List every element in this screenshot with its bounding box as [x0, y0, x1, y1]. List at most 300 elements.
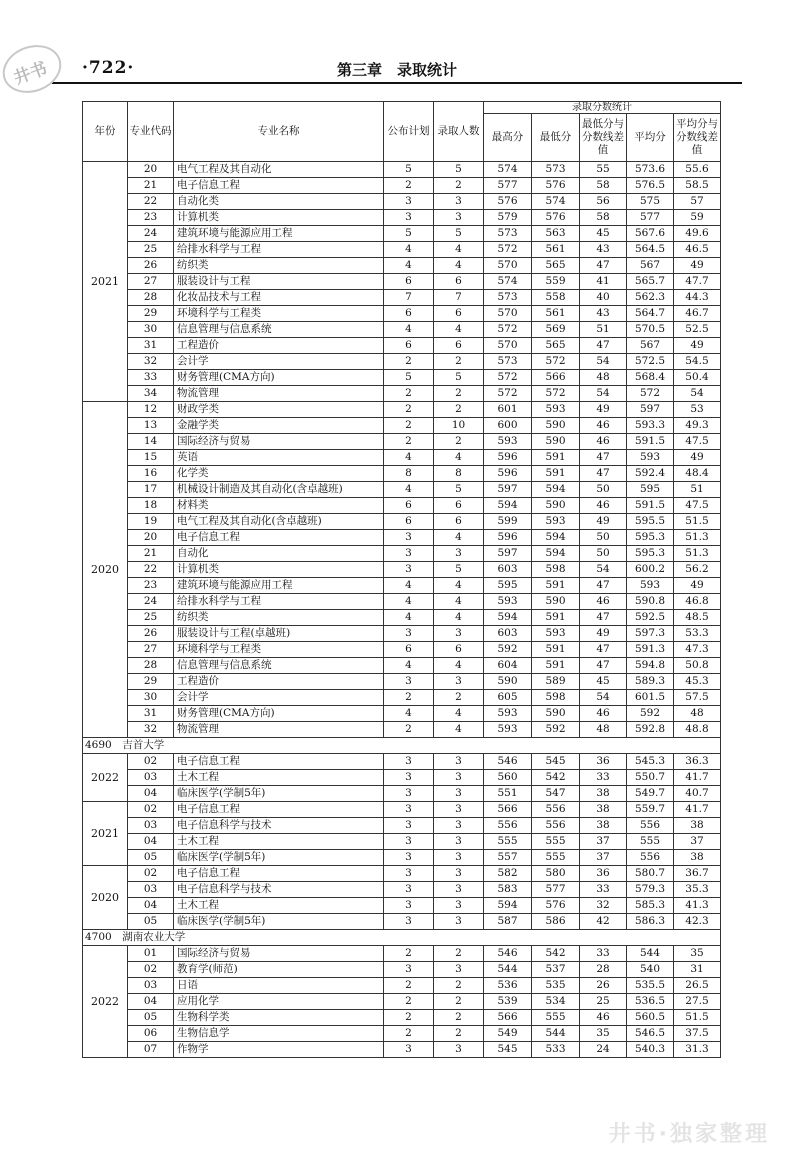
name-cell: 自动化: [174, 546, 384, 562]
min-diff-cell: 41: [580, 274, 627, 290]
plan-cell: 4: [384, 258, 434, 274]
col-avg: 平均分: [627, 114, 674, 162]
avg-diff-cell: 36.3: [674, 754, 721, 770]
code-cell: 04: [128, 898, 174, 914]
max-cell: 573: [484, 290, 532, 306]
avg-diff-cell: 48.8: [674, 722, 721, 738]
name-cell: 物流管理: [174, 386, 384, 402]
min-cell: 576: [532, 898, 580, 914]
max-cell: 603: [484, 626, 532, 642]
plan-cell: 3: [384, 530, 434, 546]
plan-cell: 3: [384, 674, 434, 690]
avg-diff-cell: 26.5: [674, 978, 721, 994]
name-cell: 财务管理(CMA方向): [174, 706, 384, 722]
avg-diff-cell: 50.4: [674, 370, 721, 386]
code-cell: 30: [128, 322, 174, 338]
min-cell: 594: [532, 482, 580, 498]
min-cell: 572: [532, 386, 580, 402]
plan-cell: 3: [384, 562, 434, 578]
plan-cell: 3: [384, 882, 434, 898]
watermark-text: 井书·独家整理: [608, 1122, 770, 1147]
avg-diff-cell: 56.2: [674, 562, 721, 578]
name-cell: 建筑环境与能源应用工程: [174, 578, 384, 594]
min-cell: 556: [532, 818, 580, 834]
max-cell: 605: [484, 690, 532, 706]
min-cell: 559: [532, 274, 580, 290]
max-cell: 599: [484, 514, 532, 530]
admitted-cell: 2: [434, 178, 484, 194]
min-diff-cell: 47: [580, 610, 627, 626]
min-cell: 590: [532, 594, 580, 610]
name-cell: 作物学: [174, 1042, 384, 1058]
admitted-cell: 4: [434, 610, 484, 626]
university-row: [83, 930, 721, 946]
avg-diff-cell: 42.3: [674, 914, 721, 930]
min-cell: 598: [532, 562, 580, 578]
avg-cell: 593: [627, 578, 674, 594]
plan-cell: 5: [384, 226, 434, 242]
admitted-cell: 3: [434, 818, 484, 834]
code-cell: 26: [128, 626, 174, 642]
code-cell: 13: [128, 418, 174, 434]
table-row: [83, 242, 721, 258]
max-cell: 545: [484, 1042, 532, 1058]
code-cell: 05: [128, 850, 174, 866]
table-body: [83, 162, 721, 1058]
min-diff-cell: 37: [580, 834, 627, 850]
avg-cell: 595.3: [627, 530, 674, 546]
plan-cell: 3: [384, 866, 434, 882]
avg-cell: 592.4: [627, 466, 674, 482]
university-name: 4690 吉首大学: [83, 738, 721, 754]
plan-cell: 3: [384, 546, 434, 562]
plan-cell: 4: [384, 322, 434, 338]
avg-diff-cell: 49.3: [674, 418, 721, 434]
code-cell: 05: [128, 914, 174, 930]
avg-cell: 601.5: [627, 690, 674, 706]
avg-cell: 591.5: [627, 498, 674, 514]
max-cell: 549: [484, 1026, 532, 1042]
name-cell: 化学类: [174, 466, 384, 482]
max-cell: 597: [484, 482, 532, 498]
min-diff-cell: 47: [580, 258, 627, 274]
code-cell: 29: [128, 674, 174, 690]
name-cell: 临床医学(学制5年): [174, 914, 384, 930]
max-cell: 566: [484, 1010, 532, 1026]
max-cell: 574: [484, 274, 532, 290]
avg-cell: 593: [627, 450, 674, 466]
avg-diff-cell: 37.5: [674, 1026, 721, 1042]
max-cell: 572: [484, 386, 532, 402]
chapter-title: 第三章 录取统计: [336, 61, 457, 79]
avg-cell: 549.7: [627, 786, 674, 802]
admitted-cell: 2: [434, 994, 484, 1010]
code-cell: 20: [128, 162, 174, 178]
avg-diff-cell: 49: [674, 578, 721, 594]
max-cell: 574: [484, 162, 532, 178]
admitted-cell: 5: [434, 370, 484, 386]
university-row: [83, 738, 721, 754]
table-row: [83, 514, 721, 530]
min-diff-cell: 54: [580, 354, 627, 370]
year-cell: 2022: [83, 946, 128, 1058]
code-cell: 26: [128, 258, 174, 274]
col-name: 专业名称: [174, 102, 384, 162]
min-diff-cell: 37: [580, 850, 627, 866]
min-diff-cell: 47: [580, 578, 627, 594]
admitted-cell: 3: [434, 546, 484, 562]
code-cell: 30: [128, 690, 174, 706]
min-diff-cell: 54: [580, 690, 627, 706]
admitted-cell: 2: [434, 402, 484, 418]
name-cell: 电子信息工程: [174, 178, 384, 194]
min-diff-cell: 33: [580, 946, 627, 962]
admitted-cell: 2: [434, 1026, 484, 1042]
code-cell: 02: [128, 866, 174, 882]
admitted-cell: 3: [434, 914, 484, 930]
name-cell: 化妆品技术与工程: [174, 290, 384, 306]
plan-cell: 4: [384, 450, 434, 466]
max-cell: 572: [484, 242, 532, 258]
plan-cell: 3: [384, 898, 434, 914]
table-row: [83, 194, 721, 210]
avg-cell: 567: [627, 258, 674, 274]
min-diff-cell: 48: [580, 722, 627, 738]
avg-cell: 597: [627, 402, 674, 418]
min-cell: 592: [532, 722, 580, 738]
min-diff-cell: 54: [580, 562, 627, 578]
code-cell: 12: [128, 402, 174, 418]
min-diff-cell: 47: [580, 642, 627, 658]
admitted-cell: 3: [434, 850, 484, 866]
admitted-cell: 3: [434, 866, 484, 882]
max-cell: 536: [484, 978, 532, 994]
avg-cell: 567.6: [627, 226, 674, 242]
avg-cell: 592: [627, 706, 674, 722]
name-cell: 材料类: [174, 498, 384, 514]
name-cell: 工程造价: [174, 338, 384, 354]
max-cell: 572: [484, 370, 532, 386]
avg-diff-cell: 41.3: [674, 898, 721, 914]
code-cell: 04: [128, 786, 174, 802]
table-row: [83, 226, 721, 242]
avg-cell: 586.3: [627, 914, 674, 930]
max-cell: 573: [484, 354, 532, 370]
plan-cell: 2: [384, 722, 434, 738]
code-cell: 04: [128, 994, 174, 1010]
name-cell: 工程造价: [174, 674, 384, 690]
table-row: [83, 274, 721, 290]
avg-diff-cell: 54: [674, 386, 721, 402]
plan-cell: 3: [384, 850, 434, 866]
name-cell: 财务管理(CMA方向): [174, 370, 384, 386]
code-cell: 03: [128, 818, 174, 834]
admitted-cell: 4: [434, 722, 484, 738]
table-row: [83, 482, 721, 498]
plan-cell: 2: [384, 994, 434, 1010]
code-cell: 23: [128, 210, 174, 226]
admitted-cell: 2: [434, 386, 484, 402]
name-cell: 应用化学: [174, 994, 384, 1010]
avg-diff-cell: 57.5: [674, 690, 721, 706]
table-row: [83, 466, 721, 482]
min-cell: 545: [532, 754, 580, 770]
min-cell: 563: [532, 226, 580, 242]
min-cell: 590: [532, 706, 580, 722]
avg-diff-cell: 44.3: [674, 290, 721, 306]
avg-cell: 560.5: [627, 1010, 674, 1026]
code-cell: 33: [128, 370, 174, 386]
max-cell: 582: [484, 866, 532, 882]
admitted-cell: 5: [434, 562, 484, 578]
min-cell: 593: [532, 402, 580, 418]
table-row: [83, 386, 721, 402]
min-diff-cell: 26: [580, 978, 627, 994]
min-diff-cell: 43: [580, 306, 627, 322]
avg-diff-cell: 49.6: [674, 226, 721, 242]
max-cell: 587: [484, 914, 532, 930]
plan-cell: 2: [384, 978, 434, 994]
code-cell: 02: [128, 754, 174, 770]
min-diff-cell: 43: [580, 242, 627, 258]
plan-cell: 4: [384, 706, 434, 722]
min-cell: 558: [532, 290, 580, 306]
min-cell: 542: [532, 946, 580, 962]
name-cell: 土木工程: [174, 770, 384, 786]
admitted-cell: 5: [434, 226, 484, 242]
plan-cell: 4: [384, 610, 434, 626]
max-cell: 592: [484, 642, 532, 658]
max-cell: 576: [484, 194, 532, 210]
plan-cell: 3: [384, 962, 434, 978]
plan-cell: 2: [384, 1026, 434, 1042]
plan-cell: 3: [384, 210, 434, 226]
code-cell: 28: [128, 658, 174, 674]
avg-cell: 564.7: [627, 306, 674, 322]
table-row: [83, 610, 721, 626]
avg-diff-cell: 31.3: [674, 1042, 721, 1058]
admitted-cell: 10: [434, 418, 484, 434]
code-cell: 07: [128, 1042, 174, 1058]
min-cell: 533: [532, 1042, 580, 1058]
name-cell: 国际经济与贸易: [174, 434, 384, 450]
university-name: 4700 湖南农业大学: [83, 930, 721, 946]
code-cell: 02: [128, 962, 174, 978]
min-diff-cell: 56: [580, 194, 627, 210]
avg-diff-cell: 48.5: [674, 610, 721, 626]
avg-diff-cell: 51: [674, 482, 721, 498]
table-row: [83, 210, 721, 226]
min-cell: 542: [532, 770, 580, 786]
min-diff-cell: 47: [580, 450, 627, 466]
avg-cell: 600.2: [627, 562, 674, 578]
admitted-cell: 3: [434, 674, 484, 690]
name-cell: 电子信息科学与技术: [174, 818, 384, 834]
min-cell: 593: [532, 626, 580, 642]
max-cell: 556: [484, 818, 532, 834]
admitted-cell: 3: [434, 194, 484, 210]
plan-cell: 3: [384, 914, 434, 930]
table-row: [83, 674, 721, 690]
max-cell: 593: [484, 434, 532, 450]
min-diff-cell: 45: [580, 674, 627, 690]
name-cell: 纺织类: [174, 610, 384, 626]
col-plan: 公布计划: [384, 102, 434, 162]
admitted-cell: 4: [434, 530, 484, 546]
min-diff-cell: 46: [580, 1010, 627, 1026]
max-cell: 539: [484, 994, 532, 1010]
admitted-cell: 2: [434, 1010, 484, 1026]
avg-diff-cell: 48.4: [674, 466, 721, 482]
page-number: ·722·: [82, 58, 135, 78]
max-cell: 600: [484, 418, 532, 434]
max-cell: 555: [484, 834, 532, 850]
name-cell: 电子信息工程: [174, 530, 384, 546]
table-row: [83, 370, 721, 386]
avg-cell: 595: [627, 482, 674, 498]
table-row: [83, 354, 721, 370]
avg-cell: 591.5: [627, 434, 674, 450]
admitted-cell: 4: [434, 450, 484, 466]
min-diff-cell: 25: [580, 994, 627, 1010]
min-diff-cell: 46: [580, 594, 627, 610]
plan-cell: 3: [384, 802, 434, 818]
min-diff-cell: 50: [580, 482, 627, 498]
year-cell: 2022: [83, 754, 128, 802]
code-cell: 27: [128, 642, 174, 658]
avg-diff-cell: 49: [674, 258, 721, 274]
avg-cell: 556: [627, 818, 674, 834]
name-cell: 生物信息学: [174, 1026, 384, 1042]
min-cell: 591: [532, 658, 580, 674]
admitted-cell: 4: [434, 322, 484, 338]
admitted-cell: 3: [434, 882, 484, 898]
plan-cell: 3: [384, 770, 434, 786]
avg-cell: 592.8: [627, 722, 674, 738]
min-cell: 598: [532, 690, 580, 706]
plan-cell: 2: [384, 434, 434, 450]
max-cell: 560: [484, 770, 532, 786]
avg-diff-cell: 55.6: [674, 162, 721, 178]
table-row: [83, 770, 721, 786]
min-diff-cell: 36: [580, 866, 627, 882]
name-cell: 建筑环境与能源应用工程: [174, 226, 384, 242]
avg-diff-cell: 47.7: [674, 274, 721, 290]
code-cell: 27: [128, 274, 174, 290]
min-cell: 591: [532, 450, 580, 466]
avg-diff-cell: 49: [674, 450, 721, 466]
admitted-cell: 4: [434, 258, 484, 274]
table-row: [83, 258, 721, 274]
avg-diff-cell: 53: [674, 402, 721, 418]
plan-cell: 4: [384, 242, 434, 258]
admitted-cell: 6: [434, 642, 484, 658]
avg-diff-cell: 46.7: [674, 306, 721, 322]
min-diff-cell: 38: [580, 786, 627, 802]
code-cell: 17: [128, 482, 174, 498]
min-cell: 590: [532, 434, 580, 450]
admitted-cell: 6: [434, 274, 484, 290]
col-year: 年份: [83, 102, 128, 162]
plan-cell: 2: [384, 418, 434, 434]
table-row: [83, 978, 721, 994]
avg-diff-cell: 46.8: [674, 594, 721, 610]
table-row: [83, 898, 721, 914]
code-cell: 03: [128, 882, 174, 898]
name-cell: 环境科学与工程类: [174, 306, 384, 322]
min-cell: 593: [532, 514, 580, 530]
min-diff-cell: 58: [580, 178, 627, 194]
min-diff-cell: 55: [580, 162, 627, 178]
code-cell: 02: [128, 802, 174, 818]
min-cell: 577: [532, 882, 580, 898]
max-cell: 594: [484, 610, 532, 626]
col-max: 最高分: [484, 114, 532, 162]
min-cell: 580: [532, 866, 580, 882]
table-row: [83, 1042, 721, 1058]
table-row: [83, 450, 721, 466]
code-cell: 18: [128, 498, 174, 514]
table-row: [83, 690, 721, 706]
table-row: [83, 530, 721, 546]
max-cell: 595: [484, 578, 532, 594]
table-row: [83, 338, 721, 354]
min-diff-cell: 46: [580, 706, 627, 722]
name-cell: 纺织类: [174, 258, 384, 274]
table-row: [83, 850, 721, 866]
admitted-cell: 3: [434, 802, 484, 818]
name-cell: 电子信息工程: [174, 866, 384, 882]
name-cell: 电子信息科学与技术: [174, 882, 384, 898]
min-cell: 591: [532, 610, 580, 626]
min-cell: 591: [532, 578, 580, 594]
min-cell: 547: [532, 786, 580, 802]
avg-cell: 592.5: [627, 610, 674, 626]
code-cell: 24: [128, 594, 174, 610]
table-row: [83, 882, 721, 898]
table-row: [83, 290, 721, 306]
min-diff-cell: 24: [580, 1042, 627, 1058]
avg-diff-cell: 49: [674, 338, 721, 354]
avg-diff-cell: 36.7: [674, 866, 721, 882]
min-diff-cell: 28: [580, 962, 627, 978]
avg-cell: 540.3: [627, 1042, 674, 1058]
name-cell: 电气工程及其自动化: [174, 162, 384, 178]
min-cell: 590: [532, 418, 580, 434]
avg-diff-cell: 59: [674, 210, 721, 226]
min-diff-cell: 46: [580, 418, 627, 434]
table-row: [83, 162, 721, 178]
name-cell: 信息管理与信息系统: [174, 322, 384, 338]
plan-cell: 3: [384, 754, 434, 770]
name-cell: 会计学: [174, 354, 384, 370]
table-row: [83, 1010, 721, 1026]
avg-diff-cell: 35: [674, 946, 721, 962]
min-diff-cell: 47: [580, 658, 627, 674]
max-cell: 601: [484, 402, 532, 418]
min-cell: 569: [532, 322, 580, 338]
min-cell: 535: [532, 978, 580, 994]
plan-cell: 2: [384, 1010, 434, 1026]
table-row: [83, 866, 721, 882]
admitted-cell: 5: [434, 162, 484, 178]
admitted-cell: 3: [434, 1042, 484, 1058]
table-row: [83, 418, 721, 434]
plan-cell: 3: [384, 818, 434, 834]
avg-diff-cell: 47.3: [674, 642, 721, 658]
code-cell: 14: [128, 434, 174, 450]
avg-diff-cell: 57: [674, 194, 721, 210]
